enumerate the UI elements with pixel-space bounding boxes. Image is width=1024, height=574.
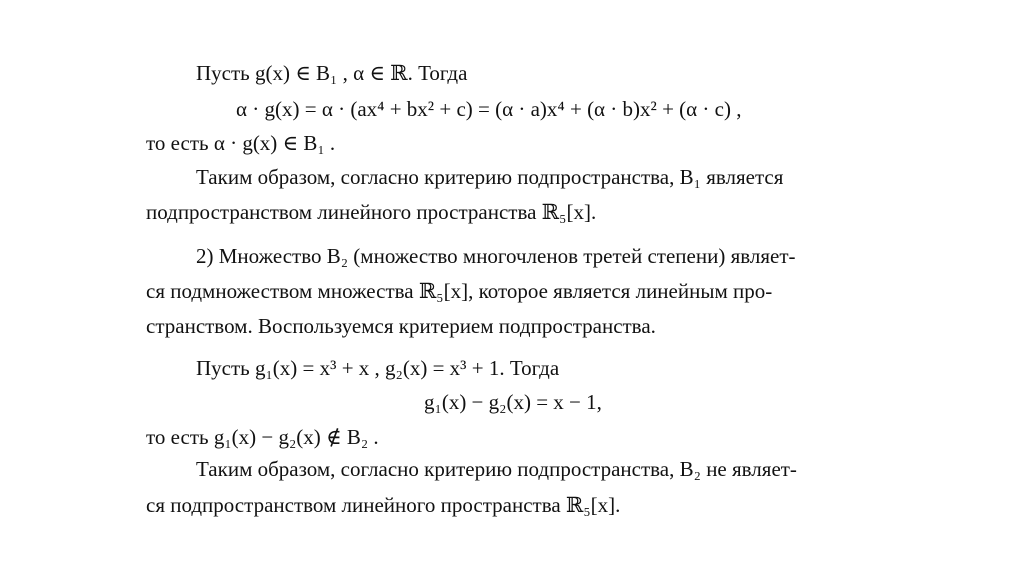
text-line: то есть α · g(x) ∈ B₁ . [146, 131, 336, 155]
text-line: Таким образом, согласно критерию подпространства, B₁ является [196, 165, 784, 189]
equation-line: α · g(x) = α · (ax⁴ + bx² + c) = (α · a)x⁴ + (α · b)x² + (α · c) , [236, 97, 742, 121]
text-line: Пусть g(x) ∈ B₁ , α ∈ ℝ. Тогда [196, 61, 468, 85]
text-line: ся подпространством линейного пространства ℝ₅[x]. [146, 493, 621, 517]
text-line: 2) Множество B₂ (множество многочленов третей степени) являет- [196, 244, 796, 268]
text-line: то есть g₁(x) − g₂(x) ∉ B₂ . [146, 425, 379, 449]
text-line: Пусть g₁(x) = x³ + x , g₂(x) = x³ + 1. Тогда [196, 356, 560, 380]
text-line: странством. Воспользуемся критерием подпространства. [146, 314, 656, 338]
equation-line: g₁(x) − g₂(x) = x − 1, [424, 390, 602, 414]
text-line: Таким образом, согласно критерию подпространства, B₂ не являет- [196, 457, 797, 481]
text-line: подпространством линейного пространства ℝ₅[x]. [146, 200, 597, 224]
text-line: ся подмножеством множества ℝ₅[x], которое является линейным про- [146, 279, 773, 303]
